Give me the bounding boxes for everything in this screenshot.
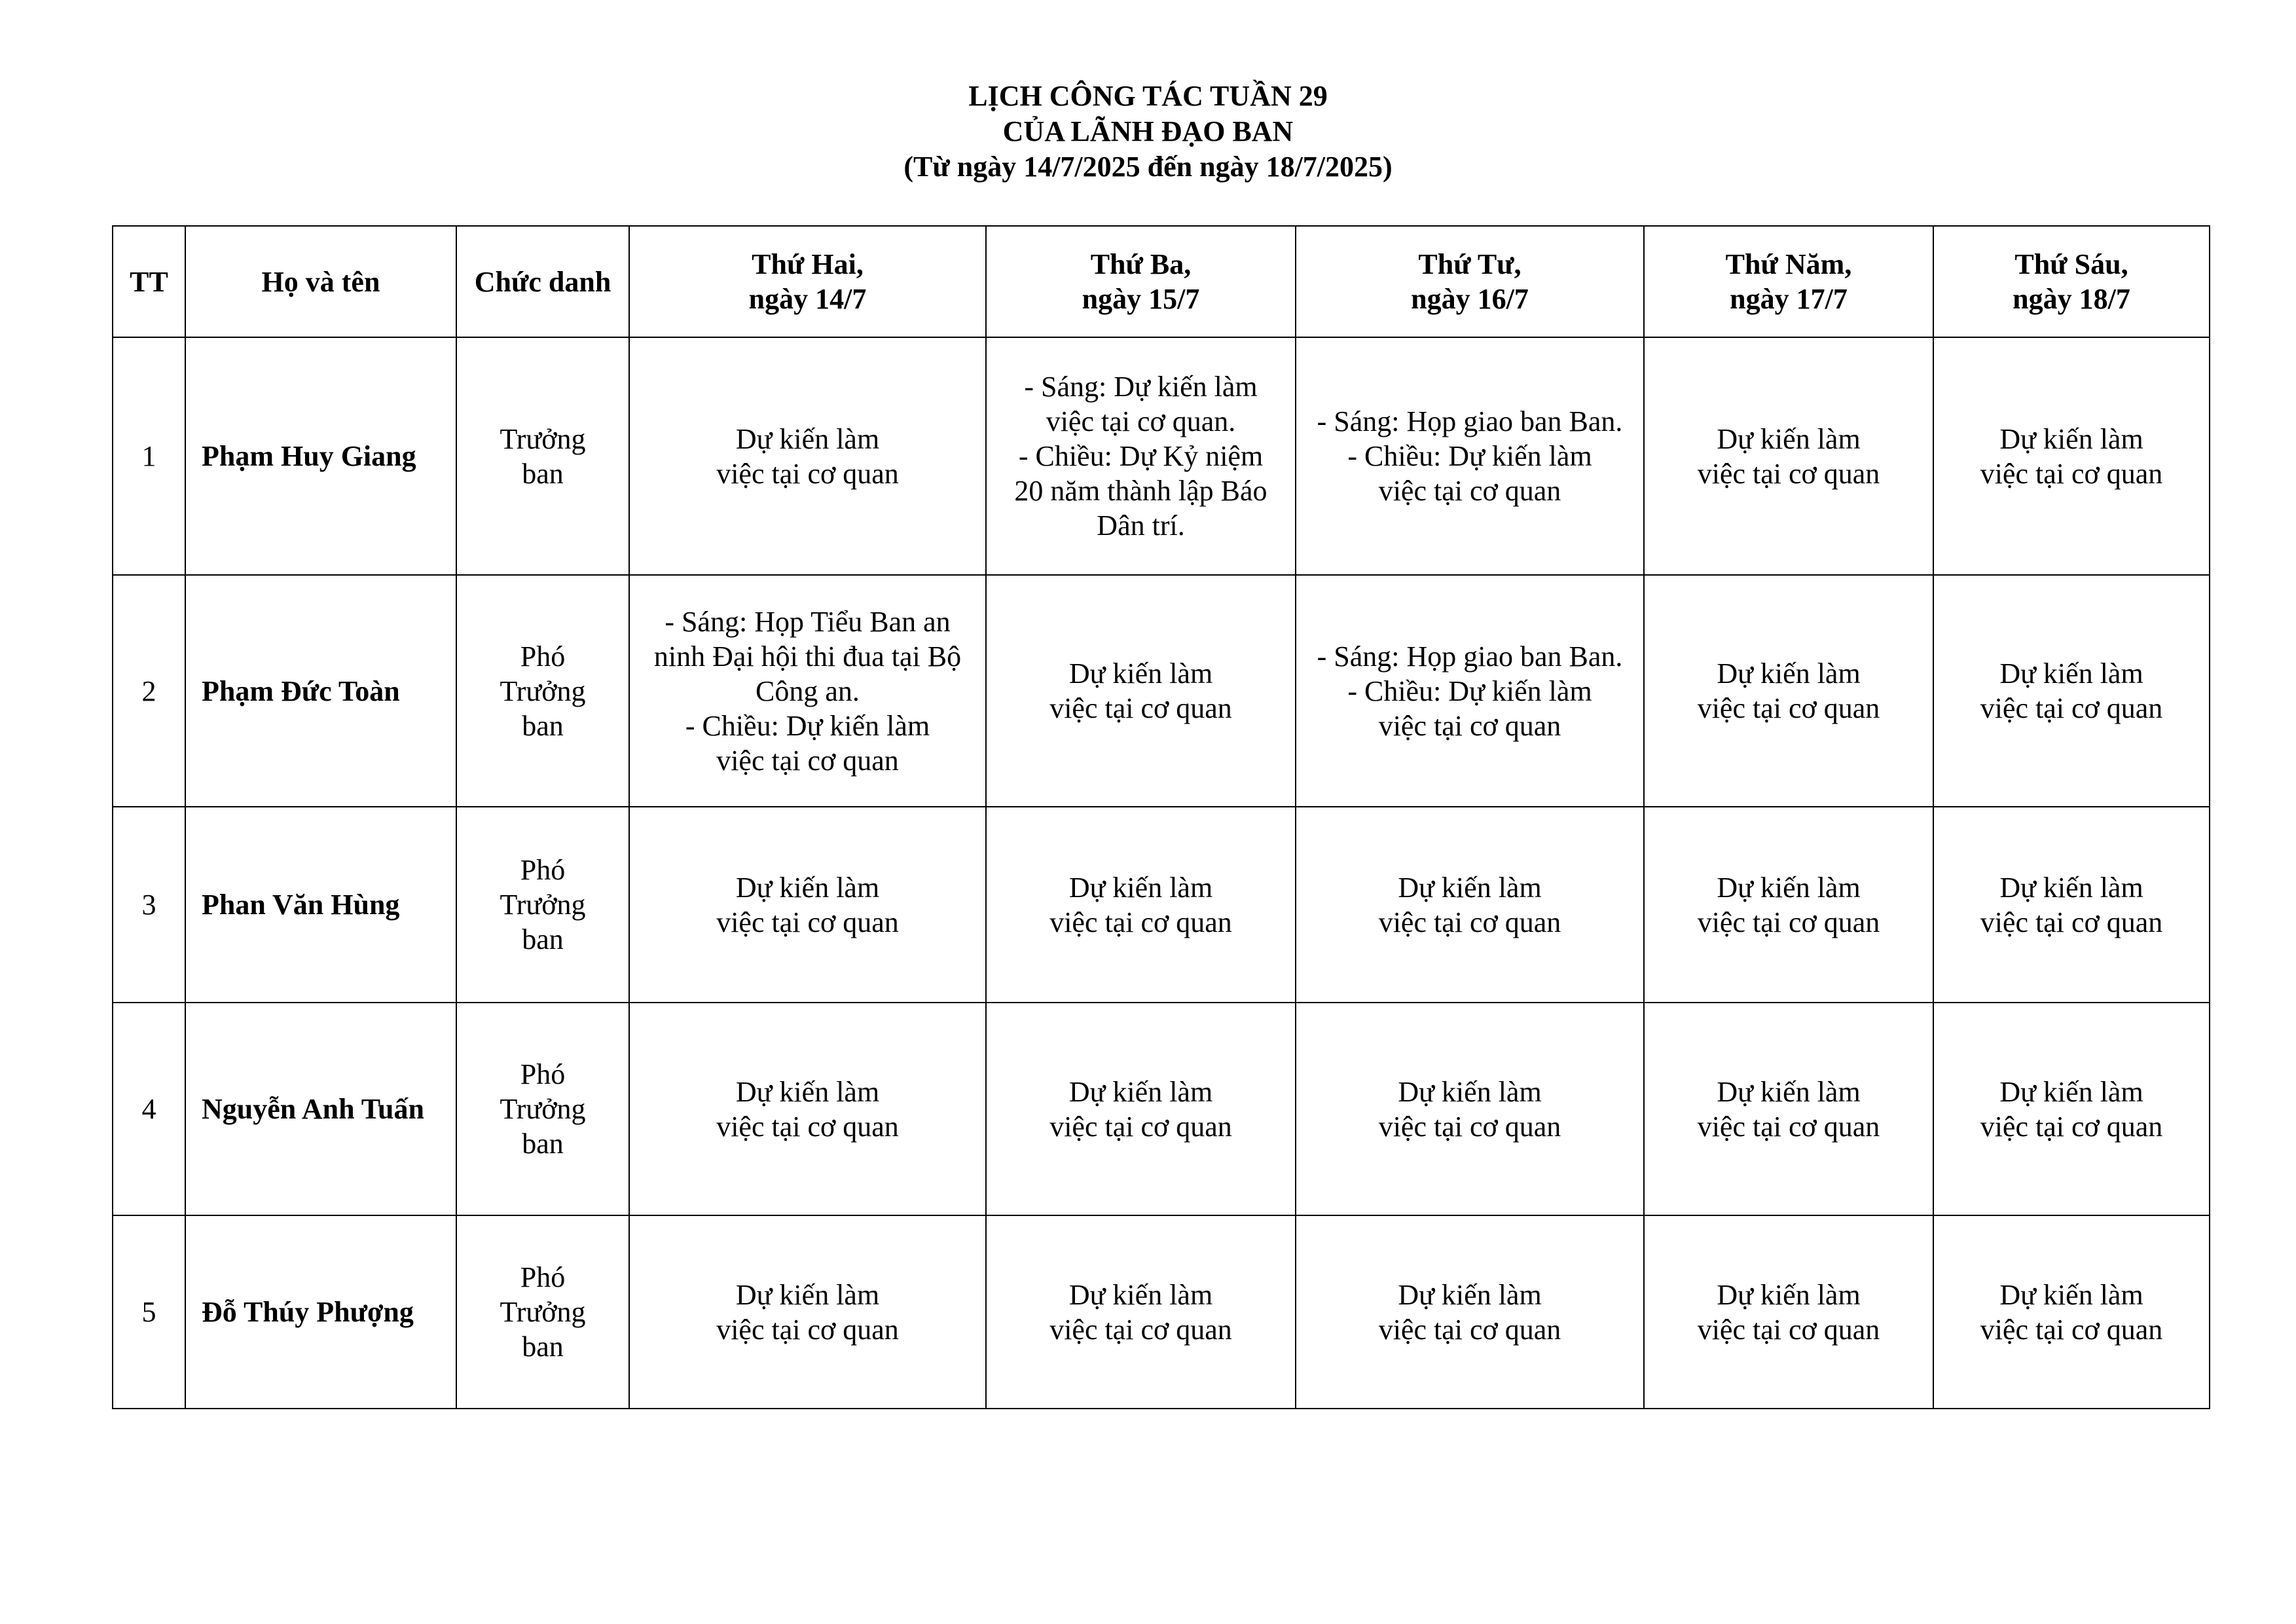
schedule-cell-wednesday <box>1296 807 1644 1003</box>
position-cell <box>456 575 629 807</box>
schedule-cell-tuesday <box>986 1003 1296 1215</box>
schedule-line: - Sáng: Dự kiến làm <box>1024 371 1258 403</box>
row-number: 1 <box>113 337 185 575</box>
header-day-label: Thứ Ba, <box>1090 248 1192 280</box>
table-row <box>113 337 2210 575</box>
position-line: Phó <box>520 1261 566 1293</box>
schedule-line: việc tại cơ quan <box>1697 1313 1880 1346</box>
header-day-label: Thứ Hai, <box>752 248 864 280</box>
schedule-cell-wednesday <box>1296 1003 1644 1215</box>
header-row <box>113 226 2210 337</box>
schedule-cell-monday <box>629 807 986 1003</box>
header-day-monday <box>629 226 986 337</box>
schedule-line: việc tại cơ quan <box>716 1110 899 1143</box>
schedule-line: việc tại cơ quan <box>1049 692 1232 724</box>
schedule-line: việc tại cơ quan. <box>1046 405 1236 437</box>
position-cell <box>456 1215 629 1409</box>
header-day-label: Thứ Tư, <box>1418 248 1522 280</box>
schedule-cell-thursday <box>1644 807 1933 1003</box>
header-tt: TT <box>113 226 185 337</box>
header-day-friday <box>1933 226 2210 337</box>
schedule-line: việc tại cơ quan <box>1697 1110 1880 1143</box>
schedule-line: việc tại cơ quan <box>1980 692 2163 724</box>
schedule-line: ninh Đại hội thi đua tại Bộ <box>653 640 962 673</box>
header-day-date: ngày 16/7 <box>1411 283 1529 315</box>
schedule-line: Dự kiến làm <box>1999 1278 2143 1311</box>
schedule-line: - Chiều: Dự kiến làm <box>1347 440 1592 472</box>
header-day-label: Thứ Sáu, <box>2014 248 2128 280</box>
row-number: 5 <box>113 1215 185 1409</box>
person-name: Phạm Đức Toàn <box>185 575 456 807</box>
header-position: Chức danh <box>456 226 629 337</box>
person-name: Phan Văn Hùng <box>185 807 456 1003</box>
schedule-line: Dự kiến làm <box>1068 657 1213 690</box>
header-day-date: ngày 14/7 <box>748 283 867 315</box>
schedule-line: việc tại cơ quan <box>1378 1110 1561 1143</box>
position-line: ban <box>522 1331 564 1363</box>
schedule-line: việc tại cơ quan <box>716 906 899 938</box>
schedule-cell-friday <box>1933 575 2210 807</box>
schedule-cell-monday <box>629 575 986 807</box>
position-line: Trưởng <box>500 1296 586 1328</box>
schedule-line: 20 năm thành lập Báo <box>1014 475 1267 507</box>
schedule-cell-monday <box>629 1215 986 1409</box>
schedule-line: Dự kiến làm <box>1398 871 1542 904</box>
schedule-line: Dự kiến làm <box>1717 871 1861 904</box>
schedule-line: việc tại cơ quan <box>1378 709 1561 742</box>
position-line: ban <box>522 923 564 955</box>
row-number: 4 <box>113 1003 185 1215</box>
schedule-line: - Chiều: Dự kiến làm <box>685 709 930 742</box>
header-day-label: Thứ Năm, <box>1725 248 1852 280</box>
table-row <box>113 1003 2210 1215</box>
schedule-line: việc tại cơ quan <box>1378 906 1561 938</box>
position-line: Phó <box>520 640 566 673</box>
schedule-line: việc tại cơ quan <box>1697 906 1880 938</box>
schedule-cell-monday <box>629 1003 986 1215</box>
schedule-line: việc tại cơ quan <box>1378 475 1561 507</box>
schedule-line: - Chiều: Dự kiến làm <box>1347 674 1592 707</box>
schedule-cell-tuesday <box>986 337 1296 575</box>
schedule-line: việc tại cơ quan <box>716 1313 899 1346</box>
schedule-line: Dự kiến làm <box>1068 1278 1213 1311</box>
schedule-line: việc tại cơ quan <box>1049 1110 1232 1143</box>
schedule-cell-tuesday <box>986 807 1296 1003</box>
table-row <box>113 575 2210 807</box>
schedule-line: Dự kiến làm <box>1999 1075 2143 1108</box>
schedule-line: - Chiều: Dự Kỷ niệm <box>1018 440 1264 472</box>
schedule-line: Dự kiến làm <box>1398 1075 1542 1108</box>
schedule-line: - Sáng: Họp giao ban Ban. <box>1317 405 1623 437</box>
schedule-line: Dự kiến làm <box>1999 657 2143 690</box>
position-line: ban <box>522 457 564 490</box>
position-line: Trưởng <box>500 422 586 455</box>
position-line: Phó <box>520 854 566 886</box>
schedule-line: việc tại cơ quan <box>1697 457 1880 490</box>
title-line-3: (Từ ngày 14/7/2025 đến ngày 18/7/2025) <box>903 151 1393 183</box>
position-line: ban <box>522 709 564 742</box>
person-name: Nguyễn Anh Tuấn <box>185 1003 456 1215</box>
schedule-line: việc tại cơ quan <box>1049 906 1232 938</box>
position-line: Trưởng <box>500 1093 586 1125</box>
header-day-wednesday <box>1296 226 1644 337</box>
schedule-line: Dự kiến làm <box>1068 871 1213 904</box>
schedule-line: việc tại cơ quan <box>1697 692 1880 724</box>
schedule-line: Dự kiến làm <box>735 871 880 904</box>
schedule-cell-wednesday <box>1296 337 1644 575</box>
header-day-date: ngày 17/7 <box>1730 283 1848 315</box>
schedule-line: Dự kiến làm <box>1999 422 2143 455</box>
schedule-line: Dự kiến làm <box>1717 657 1861 690</box>
schedule-line: việc tại cơ quan <box>716 457 899 490</box>
header-day-tuesday <box>986 226 1296 337</box>
position-line: ban <box>522 1128 564 1160</box>
position-line: Phó <box>520 1058 566 1090</box>
schedule-line: Dự kiến làm <box>1717 1278 1861 1311</box>
schedule-line: Dự kiến làm <box>1717 422 1861 455</box>
table-row <box>113 1215 2210 1409</box>
row-number: 2 <box>113 575 185 807</box>
row-number: 3 <box>113 807 185 1003</box>
schedule-cell-tuesday <box>986 1215 1296 1409</box>
header-day-thursday <box>1644 226 1933 337</box>
schedule-line: Công an. <box>756 674 860 707</box>
schedule-cell-monday <box>629 337 986 575</box>
schedule-line: Dự kiến làm <box>735 422 880 455</box>
document-title <box>0 79 2296 185</box>
schedule-line: Dự kiến làm <box>1717 1075 1861 1108</box>
schedule-cell-thursday <box>1644 575 1933 807</box>
position-cell <box>456 807 629 1003</box>
header-day-date: ngày 15/7 <box>1082 283 1200 315</box>
table-row <box>113 807 2210 1003</box>
schedule-line: Dự kiến làm <box>735 1075 880 1108</box>
position-line: Trưởng <box>500 889 586 921</box>
schedule-line: Dự kiến làm <box>1398 1278 1542 1311</box>
schedule-line: việc tại cơ quan <box>1980 457 2163 490</box>
person-name: Đỗ Thúy Phượng <box>185 1215 456 1409</box>
position-cell <box>456 1003 629 1215</box>
schedule-table <box>112 225 2210 1409</box>
schedule-line: Dự kiến làm <box>1068 1075 1213 1108</box>
schedule-line: việc tại cơ quan <box>1980 1313 2163 1346</box>
header-day-date: ngày 18/7 <box>2013 283 2130 315</box>
schedule-cell-wednesday <box>1296 575 1644 807</box>
schedule-cell-thursday <box>1644 1003 1933 1215</box>
schedule-line: việc tại cơ quan <box>1049 1313 1232 1346</box>
schedule-cell-friday <box>1933 1215 2210 1409</box>
position-line: Trưởng <box>500 674 586 707</box>
title-line-2: CỦA LÃNH ĐẠO BAN <box>1002 115 1294 147</box>
position-cell <box>456 337 629 575</box>
schedule-line: việc tại cơ quan <box>1980 906 2163 938</box>
schedule-cell-thursday <box>1644 337 1933 575</box>
schedule-line: Dự kiến làm <box>735 1278 880 1311</box>
person-name: Phạm Huy Giang <box>185 337 456 575</box>
schedule-cell-friday <box>1933 1003 2210 1215</box>
schedule-line: việc tại cơ quan <box>1378 1313 1561 1346</box>
schedule-line: - Sáng: Họp giao ban Ban. <box>1317 640 1623 673</box>
schedule-cell-friday <box>1933 807 2210 1003</box>
schedule-line: việc tại cơ quan <box>716 744 899 777</box>
schedule-cell-wednesday <box>1296 1215 1644 1409</box>
header-name: Họ và tên <box>185 226 456 337</box>
schedule-line: Dân trí. <box>1097 509 1185 542</box>
schedule-line: Dự kiến làm <box>1999 871 2143 904</box>
title-line-1: LỊCH CÔNG TÁC TUẦN 29 <box>968 80 1328 112</box>
schedule-cell-thursday <box>1644 1215 1933 1409</box>
schedule-cell-tuesday <box>986 575 1296 807</box>
schedule-line: - Sáng: Họp Tiểu Ban an <box>665 605 951 638</box>
schedule-cell-friday <box>1933 337 2210 575</box>
schedule-line: việc tại cơ quan <box>1980 1110 2163 1143</box>
